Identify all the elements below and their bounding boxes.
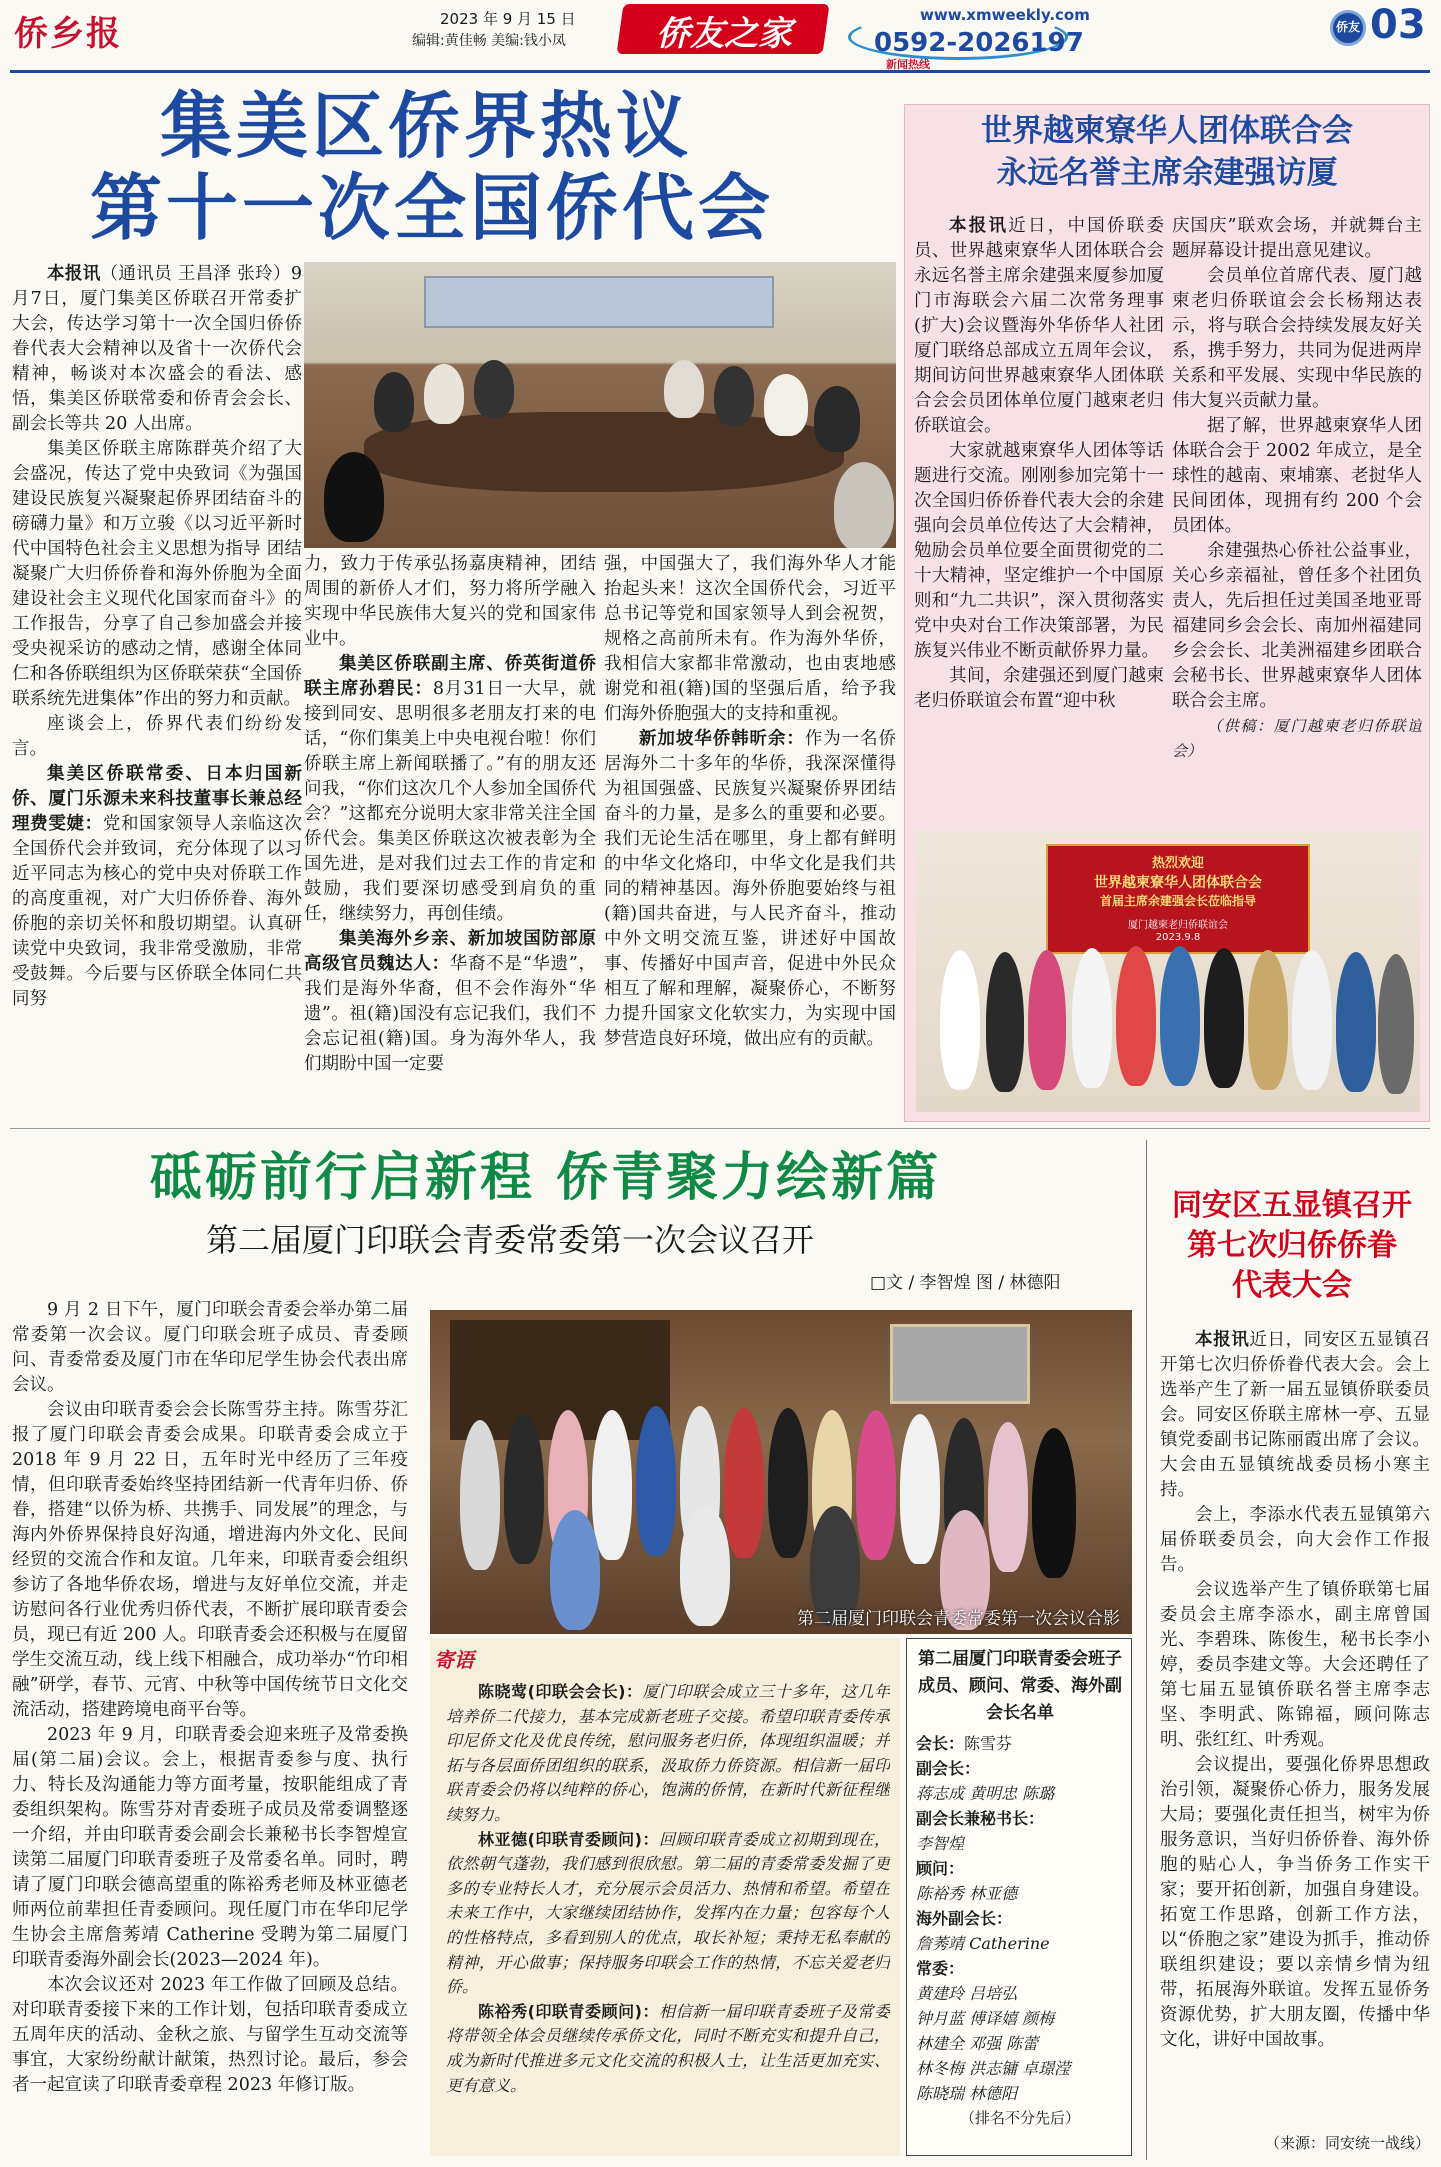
article2-lead: 本报讯 [949, 216, 1009, 236]
quote3-text: 相信新一届印联青委班子及常委将带领全体会员继续传承侨文化，同时不断充实和提升自己，成为新时代推进多元文化交流的积极人士，让生活更加充实、更有意义。 [446, 2001, 890, 2095]
hotline-number: 0592-2026197 [874, 28, 1084, 58]
banner-line2: 世界越柬寮华人团体联合会 [1094, 875, 1262, 891]
article2-p2: 大家就越柬寮华人团体等话题进行交流。刚刚参加完第十一次全国归侨侨眷代表大会的余建强向会员单位传达了大会精神，勉励会员单位要全面贯彻党的二十大精神，坚定维护一个中国原则和“九二共识”，深入贯彻落实党中央对台工作决策部署，为民族复兴伟业不断贡献侨界力量。 [914, 441, 1164, 661]
article1-speaker4: 新加坡华侨韩昕余： [639, 729, 805, 749]
article2-p1: 近日，中国侨联委员、世界越柬寮华人团体联合会永远名誉主席余建强来厦参加厦门市海联会六届二次常务理事(扩大)会议暨海外华侨华人社团厦门联络总部成立五周年会议，期间访问世界越柬寮华人团体联合会会员团体单位厦门越柬老归侨联谊会。 [914, 216, 1164, 436]
article2-col2-p4: 余建强热心侨社公益事业，关心乡亲福祉，曾任多个社团负责人，先后担任过美国圣地亚哥福建同乡会会长、南加州福建同乡会会长、北美洲福建乡团联合会秘书长、世界越柬寮华人团体联合会主席。 [1172, 541, 1422, 711]
roster-president-label: 会长： [916, 1734, 965, 1753]
roster-president: 陈雪芬 [964, 1734, 1013, 1753]
article1-title-line1: 集美区侨界热议 [160, 84, 693, 168]
photo-wall-screen [424, 276, 774, 328]
roster-title: 第二届厦门印联青委会班子成员、顾问、常委、海外副会长名单 [918, 1649, 1122, 1723]
masthead-rule [10, 70, 1430, 73]
roster-members-5: 陈晓瑞 林德阳 [916, 2084, 1018, 2103]
article2-p3: 其间，余建强还到厦门越柬老归侨联谊会布置“迎中秋 [914, 666, 1164, 711]
article1-speaker1: 集美区侨联常委、日本归国新侨、厦门乐源未来科技董事长兼总经理费雯婕： [12, 764, 302, 834]
article2-group-photo [916, 830, 1420, 1112]
article3-title: 砥砺前行启新程 侨青聚力绘新篇 [150, 1148, 942, 1208]
article1-col2-p3: 华裔不是“华遗”，我们是海外华裔，但不会作海外“华遗”。祖(籍)国没有忘记我们，我们不会忘记祖(籍)国。身为海外华人，我们期盼中国一定要 [304, 954, 596, 1074]
article1-col2-p2: 8月31日一大早，就接到同安、思明很多老朋友打来的电话，“你们集美上中央电视台啦！你们侨联主席上新闻联播了。”有的朋友还问我，“你们这次几个人参加全国侨代会？”这都充分说明大家非常关注全国侨代会。集美区侨联这次被表彰为全国先进，是对我们过去工作的肯定和鼓励，我们要深切感受到肩负的重任，继续努力，再创佳绩。 [304, 679, 596, 924]
website-link[interactable]: www.xmweekly.com [920, 6, 1090, 24]
section-badge: 侨友 [1335, 20, 1360, 34]
article3-p4: 本次会议还对 2023 年工作做了回顾及总结。对印联青委接下来的工作计划，包括印联青委成立五周年庆的活动、金秋之旅、与留学生互动交流等事宜，大家纷纷献计献策，热烈讨论。最后，参会者一起宣读了印联青委章程 2023 年修订版。 [12, 1975, 408, 2095]
article4-p4: 会议提出，要强化侨界思想政治引领，凝聚侨心侨力，服务发展大局；要强化责任担当，树牢为侨服务意识，当好归侨侨眷、海外侨胞的贴心人，争当侨务工作实干家；要开拓创新，加强自身建设。拓宽工作思路，创新工作方法，以“侨胞之家”建设为抓手，推动侨联组织建设；要以亲情乡情为纽带，拓展海外联谊。发挥五显侨务资源优势，扩大朋友圈，传播中华文化，讲好中国故事。 [1160, 1755, 1430, 2050]
quote2-name: 林亚德(印联青委顾问)： [478, 1829, 660, 1849]
article1-speaker2: 集美区侨联副主席、侨英街道侨联主席孙碧民： [304, 654, 596, 699]
article3-col1 [12, 1298, 408, 2154]
article4-divider [1146, 1140, 1147, 2160]
masthead [0, 0, 1441, 72]
article4-headline [1152, 1186, 1432, 1306]
roster-vp-label: 副会长： [916, 1759, 981, 1778]
article3-group-photo [430, 1310, 1132, 1634]
roster-adv-label: 顾问： [916, 1859, 965, 1878]
article1-p4: 党和国家领导人亲临这次全国侨代会并致词，充分体现了以习近平同志为核心的党中央对侨联工作的高度重视，对广大归侨侨眷、海外侨胞的亲切关怀和殷切期望。认真研读党中央致词，我非常受激励，非常受鼓舞。今后要与区侨联全体同仁共同努 [12, 814, 302, 1009]
article1-p1: （通讯员 王昌泽 张玲）9月7日，厦门集美区侨联召开常委扩大会，传达学习第十一次全国归侨侨眷代表大会精神以及省十一次侨代会精神，畅谈对本次盛会的看法、感悟，集美区侨联常委和侨青会会长、副会长等共 20 人出席。 [12, 264, 302, 434]
roster-overseas-label: 海外副会长： [916, 1909, 1013, 1928]
quote1-text: 厦门印联会成立三十多年，这几年培养侨二代接力，基本完成新老班子交接。希望印联青委传承印尼侨文化及优良传统，慰问服务老归侨，体现组织温暖；并拓与各层面侨团组织的联系，汲取侨力侨资源。相信新一届印联青委会仍将以纯粹的侨心，饱满的侨情，在新时代新征程继续努力。 [446, 1682, 890, 1824]
article1-headline [20, 86, 900, 250]
article4-p2: 会上，李添水代表五显镇第六届侨联委员会，向大会作工作报告。 [1160, 1505, 1430, 1575]
article3-p1: 9 月 2 日下午，厦门印联会青委会举办第二届常委第一次会议。厦门印联会班子成员、青委顾问、青委常委及厦门市在华印尼学生协会代表出席会议。 [12, 1300, 408, 1395]
roster-members-4: 林冬梅 洪志镛 卓璟滢 [916, 2059, 1071, 2078]
article2-source: （供稿：厦门越柬老归侨联谊会） [1172, 717, 1422, 760]
article4-p3: 会议选举产生了镇侨联第七届委员会主席李添水，副主席曾国光、李碧珠、陈俊生，秘书长李小婷，委员李建文等。大会还聘任了第七届五显镇侨联名誉主席李志坚、李明武、陈锦福，顾问陈志明、张红红、叶秀观。 [1160, 1580, 1430, 1750]
quote1-name: 陈晓莺(印联会会长)： [478, 1682, 643, 1701]
banner-line3: 首届主席余建强会长莅临指导 [1099, 894, 1256, 908]
roster-adv: 陈裕秀 林亚德 [916, 1884, 1018, 1903]
banner-line1: 热烈欢迎 [1151, 856, 1204, 871]
article1-speaker3: 集美海外乡亲、新加坡国防部原高级官员魏达人： [304, 929, 596, 974]
article3-p2: 会议由印联青委会会长陈雪芬主持。陈雪芬汇报了厦门印联会青委会成果。印联青委会成立于 2018 年 9 月 22 日，五年时光中经历了三年疫情，但印联青委始终坚持团结新一代青年归侨、侨眷，搭建“以侨为桥、共携手、同发展”的理念，与海内外侨界保持良好沟通，增进海内外文化、民间经贸的交流合作和友谊。几年来，印联青委会组织参访了各地华侨农场，增进与友好单位交流，并走访慰问各行业优秀归侨代表，不断扩展印联青委会员，现已有近 200 人。印联青委会还积极与在厦留学生交流互动，线上线下相融合，成功举办“竹印相融”研学，春节、元宵、中秋等中国传统节日文化交流活动，搭建跨境电商平台等。 [12, 1400, 408, 1720]
article4-p1: 近日，同安区五显镇召开第七次归侨侨眷代表大会。会上选举产生了新一届五显镇侨联委员会。同安区侨联主席林一亭、五显镇党委副书记陈丽霞出席了会议。大会由五显镇统战委员杨小寒主持。 [1160, 1330, 1430, 1500]
roster-overseas: 詹莠靖 Catherine [916, 1934, 1050, 1953]
roster-members-label: 常委： [916, 1959, 965, 1978]
article1-title-line2: 第十一次全国侨代会 [90, 166, 775, 250]
article4-title-line2: 第七次归侨侨眷 [1187, 1228, 1397, 1263]
article2-col2-p1: 庆国庆”联欢会场，并就舞台主题屏幕设计提出意见建议。 [1172, 216, 1422, 261]
editors: 编辑:黄佳畅 美编:钱小凤 [412, 33, 566, 49]
roster [916, 1646, 1124, 2131]
quote3-name: 陈裕秀(印联青委顾问)： [478, 2001, 660, 2021]
section-separator [10, 1128, 1430, 1129]
article2-title-line2: 永远名誉主席余建强访厦 [996, 155, 1338, 191]
issue-date: 2023 年 9 月 15 日 [440, 10, 576, 28]
roster-members-3: 林建全 邓强 陈蕾 [916, 2034, 1039, 2053]
article4-title-line3: 代表大会 [1232, 1268, 1352, 1303]
article3-byline: □文 / 李智煌 图 / 林德阳 [870, 1273, 1061, 1293]
quotes-label: 寄语 [434, 1648, 474, 1672]
hotline-label: 新闻热线 [886, 58, 930, 71]
roster-note: （排名不分先后） [959, 2109, 1080, 2127]
page-number: 03 [1370, 2, 1426, 48]
article1-p2: 集美区侨联主席陈群英介绍了大会盛况，传达了党中央致词《为强国建设民族复兴凝聚起侨界团结奋斗的磅礴力量》和万立骏《以习近平新时代中国特色社会主义思想为指导 团结凝聚广大归侨侨眷和海外侨胞为全面建设社会主义现代化国家而奋斗》的工作报告，分享了自己参加盛会并接受央视采访的感动之情，感谢全体同仁和各侨联组织为区侨联荣获“全国侨联系统先进集体”作出的努力和贡献。 [12, 439, 302, 709]
article4-lead: 本报讯 [1195, 1330, 1250, 1350]
article1-col2-p1: 力，致力于传承弘扬嘉庚精神，团结周围的新侨人才们，努力将所学融入实现中华民族伟大复兴的党和国家伟业中。 [304, 554, 596, 649]
article2-col2-p2: 会员单位首席代表、厦门越柬老归侨联谊会会长杨翔达表示，将与联合会持续发展友好关系，携手努力，共同为促进两岸关系和平发展、实现中华民族的伟大复兴贡献力量。 [1172, 266, 1422, 411]
article4-body [1160, 1328, 1430, 2128]
article2-headline [904, 110, 1430, 194]
article1-col3-p2: 作为一名侨居海外二十多年的华侨，我深深懂得为祖国强盛、民族复兴凝聚侨界团结奋斗的力量，是多么的重要和必要。我们无论生活在哪里，身上都有鲜明的中华文化烙印，中华文化是我们共同的精神基因。海外侨胞要始终与祖(籍)国共奋进，与人民齐奋斗，推动中外文明交流互鉴，讲述好中国故事、传播好中国声音，促进中外民众相互了解和理解，凝聚侨心，不断努力提升国家文化软实力，为实现中国梦营造良好环境，做出应有的贡献。 [604, 729, 896, 1049]
banner-line4: 厦门越柬老归侨联谊会 [1128, 920, 1228, 931]
article3-subtitle: 第二届厦门印联会青委常委第一次会议召开 [206, 1221, 815, 1259]
roster-members-1: 黄建玲 吕培弘 [916, 1984, 1018, 2003]
photo-wall-art [890, 1324, 1030, 1404]
roster-sec-label: 副会长兼秘书长： [916, 1809, 1045, 1828]
article1-meeting-photo [304, 262, 896, 548]
section-title: 侨友之家 [656, 14, 792, 54]
article2-col2 [1172, 214, 1422, 824]
article4-title-line1: 同安区五显镇召开 [1172, 1188, 1412, 1223]
article2-title-line1: 世界越柬寮华人团体联合会 [981, 113, 1353, 149]
article1-lead: 本报讯 [47, 264, 101, 284]
article3-p3: 2023 年 9 月，印联青委会迎来班子及常委换届(第二届)会议。会上，根据青委参与度、执行力、特长及沟通能力等方面考量，按职能组成了青委组织架构。陈雪芬对青委班子成员及常委调整逐一介绍，并由印联青委会副会长兼秘书长李智煌宣读第二届厦门印联青委班子及常委名单。同时，聘请了厦门印联会德高望重的陈裕秀老师及林亚德老师两位前辈担任青委顾问。现任厦门市在华印尼学生协会主席詹莠靖 Catherine 受聘为第二届厦门印联青委海外副会长(2023—2024 年)。 [12, 1725, 408, 1970]
article1-col3-p1: 强，中国强大了，我们海外华人才能抬起头来！这次全国侨代会，习近平总书记等党和国家领导人到会祝贺，规格之高前所未有。作为海外华侨，我相信大家都非常激动，也由衷地感谢党和祖(籍)国的坚强后盾，给予我们海外侨胞强大的支持和重视。 [604, 554, 896, 724]
roster-sec: 李智煌 [916, 1834, 965, 1853]
article1-p3: 座谈会上，侨界代表们纷纷发言。 [12, 714, 302, 759]
roster-vp: 蒋志成 黄明忠 陈璐 [916, 1784, 1055, 1803]
article2-col2-p3: 据了解，世界越柬寮华人团体联合会于 2002 年成立，是全球性的越南、柬埔寨、老挝华人民间团体，现拥有约 200 个会员团体。 [1172, 416, 1422, 536]
photo-caption: 第二届厦门印联会青委常委第一次会议合影 [797, 1609, 1120, 1629]
article4-source: （来源：同安统一战线） [1264, 2134, 1430, 2152]
article2-col1 [914, 214, 1164, 824]
paper-name: 侨乡报 [14, 14, 122, 54]
quotes-text [446, 1680, 890, 2150]
banner-date: 2023.9.8 [1155, 932, 1201, 943]
roster-members-2: 钟月蓝 傅译嬉 颜梅 [916, 2009, 1055, 2028]
quote2-text: 回顾印联青委成立初期到现在，依然朝气蓬勃，我们感到很欣慰。第二届的青委常委发掘了更多的专业特长人才，充分展示会员活力、热情和希望。希望在未来工作中，大家继续团结协作，发挥内在力量；包容每个人的性格特点，多看到别人的优点，取长补短；秉持无私奉献的精神，开心做事；保持服务印联会工作的热情，不忘关爱老归侨。 [446, 1829, 890, 1997]
